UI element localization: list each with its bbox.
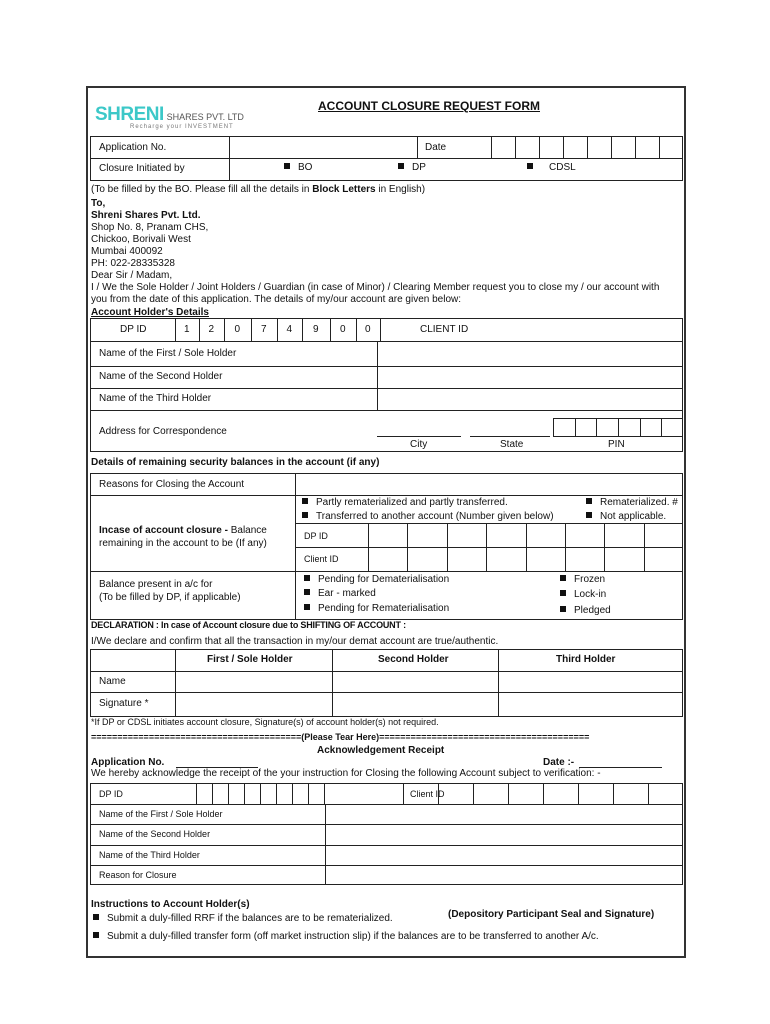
address-line: Shop No. 8, Pranam CHS, [91, 222, 209, 233]
fill-note: (To be filled by the BO. Please fill all the details in Block Letters in English) [91, 184, 426, 195]
dp-id-label: DP ID [120, 324, 147, 335]
pin-box[interactable] [618, 418, 619, 437]
checkbox-icon [302, 498, 308, 504]
receipt-client-id-box[interactable] [438, 783, 439, 804]
receipt-client-id-box[interactable] [508, 783, 509, 804]
receipt-row-label: Name of the Second Holder [99, 829, 211, 839]
dp-id-digit: 2 [208, 324, 215, 335]
receipt-client-id-box[interactable] [543, 783, 544, 804]
option-pending-demat[interactable]: Pending for Dematerialisation [304, 574, 449, 585]
address-phone: PH: 022-28335328 [91, 258, 175, 269]
city-field[interactable] [377, 436, 461, 437]
dp-id-digit: 9 [313, 324, 319, 335]
tear-line: ========================================(Please Tear Here)======================================== [91, 732, 590, 742]
reasons-label: Reasons for Closing the Account [99, 479, 245, 490]
instruction-item: Submit a duly-filled RRF if the balances are to be rematerialized. [93, 913, 393, 924]
third-holder-label: Name of the Third Holder [99, 393, 212, 404]
dp-id-digit: 4 [286, 324, 293, 335]
date-box[interactable] [611, 136, 612, 158]
checkbox-icon[interactable] [527, 163, 533, 169]
date-label: Date [425, 142, 447, 153]
dp-id-box[interactable] [199, 318, 200, 341]
bullet-icon [93, 914, 99, 920]
checkbox-icon [586, 498, 592, 504]
date-box[interactable] [563, 136, 564, 158]
date-box[interactable] [491, 136, 492, 158]
address-line: Chickoo, Borivali West [91, 234, 191, 245]
option-frozen[interactable]: Frozen [560, 574, 605, 585]
balances-heading: Details of remaining security balances in the account (if any) [91, 457, 380, 468]
option-pending-remat[interactable]: Pending for Rematerialisation [304, 603, 449, 614]
receipt-dp-id-box[interactable] [276, 783, 277, 804]
option-pledged[interactable]: Pledged [560, 605, 611, 616]
dp-id-box[interactable] [277, 318, 278, 341]
address-label: Address for Correspondence [99, 426, 227, 437]
receipt-dp-id-box[interactable] [212, 783, 213, 804]
option-rematerialized[interactable]: Rematerialized. # [586, 497, 678, 508]
bullet-icon [93, 932, 99, 938]
checkbox-icon [560, 606, 566, 612]
instructions-heading: Instructions to Account Holder(s) [91, 899, 250, 910]
logo-company: SHARES PVT. LTD [166, 112, 244, 122]
option-cdsl[interactable]: CDSL [527, 162, 576, 173]
page-title: ACCOUNT CLOSURE REQUEST FORM [318, 99, 540, 113]
application-no-label: Application No. [99, 142, 167, 153]
checkbox-icon [304, 589, 310, 595]
state-field[interactable] [470, 436, 550, 437]
transfer-id-box[interactable] [407, 523, 408, 571]
account-holder-heading: Account Holder's Details [91, 307, 209, 318]
pin-box[interactable] [575, 418, 576, 437]
option-not-applicable[interactable]: Not applicable. [586, 511, 666, 522]
receipt-date-label: Date :- [543, 757, 575, 768]
transfer-id-box[interactable] [447, 523, 448, 571]
transfer-id-box[interactable] [565, 523, 566, 571]
request-text: you from the date of this application. The details of my/our account are given below: [91, 294, 462, 305]
receipt-client-id-box[interactable] [578, 783, 579, 804]
date-box[interactable] [515, 136, 516, 158]
row-signature: Signature * [99, 698, 149, 709]
dp-id-box[interactable] [330, 318, 331, 341]
checkbox-icon [560, 590, 566, 596]
state-label: State [500, 439, 524, 450]
seal-label: (Depository Participant Seal and Signature) [448, 909, 655, 920]
incase-label-2: remaining in the account to be (If any) [99, 538, 267, 549]
checkbox-icon [586, 512, 592, 518]
logo-brand: SHRENI [95, 104, 164, 125]
receipt-row-label: Name of the First / Sole Holder [99, 809, 223, 819]
instruction-item: Submit a duly-filled transfer form (off market instruction slip) if the balances are to be transferred to another A/c. [93, 931, 599, 942]
transfer-id-box[interactable] [486, 523, 487, 571]
receipt-divider[interactable] [324, 783, 325, 804]
option-ear-marked[interactable]: Ear - marked [304, 588, 376, 599]
row-name: Name [99, 676, 126, 687]
address-company: Shreni Shares Pvt. Ltd. [91, 210, 201, 221]
transfer-id-box[interactable] [526, 523, 527, 571]
dp-id-box[interactable] [251, 318, 252, 341]
checkbox-icon[interactable] [398, 163, 404, 169]
receipt-client-id-box[interactable] [648, 783, 649, 804]
signature-note: *If DP or CDSL initiates account closure, Signature(s) of account holder(s) not required. [91, 717, 439, 727]
option-transferred[interactable]: Transferred to another account (Number given below) [302, 511, 554, 522]
receipt-text: We hereby acknowledge the receipt of the your instruction for Closing the following Account subject to verification: - [91, 768, 601, 779]
client-id-label: CLIENT ID [420, 324, 469, 335]
option-dp[interactable]: DP [398, 162, 426, 173]
transfer-client-id-label: Client ID [304, 554, 339, 564]
receipt-dp-id-box[interactable] [228, 783, 229, 804]
request-text: I / We the Sole Holder / Joint Holders / Guardian (in case of Minor) / Clearing Member request you to close my / our account with [91, 282, 660, 293]
option-partly[interactable]: Partly rematerialized and partly transferred. [302, 497, 508, 508]
balance-label-2: (To be filled by DP, if applicable) [99, 592, 241, 603]
receipt-client-id-box[interactable] [473, 783, 474, 804]
receipt-client-id-box[interactable] [613, 783, 614, 804]
option-lock-in[interactable]: Lock-in [560, 589, 606, 600]
incase-label: Incase of account closure - Balance [99, 525, 267, 536]
logo [95, 104, 244, 126]
dp-id-box[interactable] [356, 318, 357, 341]
transfer-id-box[interactable] [644, 523, 645, 571]
pin-label: PIN [608, 439, 625, 450]
declaration-text: I/We declare and confirm that all the transaction in my/our demat account are true/authentic. [91, 636, 499, 647]
receipt-dp-id-box[interactable] [292, 783, 293, 804]
col-second-holder: Second Holder [378, 654, 449, 665]
dp-id-box[interactable] [302, 318, 303, 341]
pin-box[interactable] [640, 418, 641, 437]
pin-box[interactable] [596, 418, 597, 437]
checkbox-icon [560, 575, 566, 581]
col-third-holder: Third Holder [556, 654, 616, 665]
dp-id-digit: 0 [340, 324, 346, 335]
receipt-title: Acknowledgement Receipt [317, 745, 445, 756]
dp-id-digit: 1 [184, 324, 190, 335]
transfer-id-box[interactable] [368, 523, 369, 571]
receipt-dp-id-box[interactable] [196, 783, 197, 804]
pin-box[interactable] [661, 418, 662, 437]
dp-id-digit: 0 [365, 324, 371, 335]
second-holder-label: Name of the Second Holder [99, 371, 223, 382]
option-bo[interactable]: BO [284, 162, 312, 173]
checkbox-icon [304, 575, 310, 581]
receipt-row-label: Name of the Third Holder [99, 850, 200, 860]
checkbox-icon [302, 512, 308, 518]
col-first-holder: First / Sole Holder [207, 654, 293, 665]
date-box[interactable] [635, 136, 636, 158]
transfer-id-box[interactable] [604, 523, 605, 571]
address-line: Mumbai 400092 [91, 246, 163, 257]
receipt-application-no: Application No. [91, 757, 165, 768]
dp-id-box[interactable] [175, 318, 176, 341]
logo-tagline: Recharge your INVESTMENT [130, 124, 234, 130]
receipt-dp-id-box[interactable] [260, 783, 261, 804]
dp-id-digit: 7 [261, 324, 267, 335]
dp-id-box[interactable] [224, 318, 225, 341]
receipt-dp-id-box[interactable] [308, 783, 309, 804]
first-holder-label: Name of the First / Sole Holder [99, 348, 237, 359]
receipt-client-id-label: Client ID [410, 789, 445, 799]
date-box[interactable] [587, 136, 588, 158]
declaration-heading: DECLARATION : In case of Account closure due to SHIFTING OF ACCOUNT : [91, 620, 406, 630]
receipt-dp-id-label: DP ID [99, 789, 123, 799]
dp-id-digit: 0 [234, 324, 241, 335]
closure-initiated-label: Closure Initiated by [99, 163, 185, 174]
address-to: To, [91, 198, 106, 209]
checkbox-icon [304, 604, 310, 610]
receipt-divider[interactable] [403, 783, 404, 804]
salutation: Dear Sir / Madam, [91, 270, 173, 281]
receipt-dp-id-box[interactable] [244, 783, 245, 804]
date-box[interactable] [539, 136, 540, 158]
transfer-dp-id-label: DP ID [304, 531, 328, 541]
checkbox-icon[interactable] [284, 163, 290, 169]
receipt-row-label: Reason for Closure [99, 870, 177, 880]
date-box[interactable] [659, 136, 660, 158]
balance-label: Balance present in a/c for [99, 579, 213, 590]
city-label: City [410, 439, 428, 450]
